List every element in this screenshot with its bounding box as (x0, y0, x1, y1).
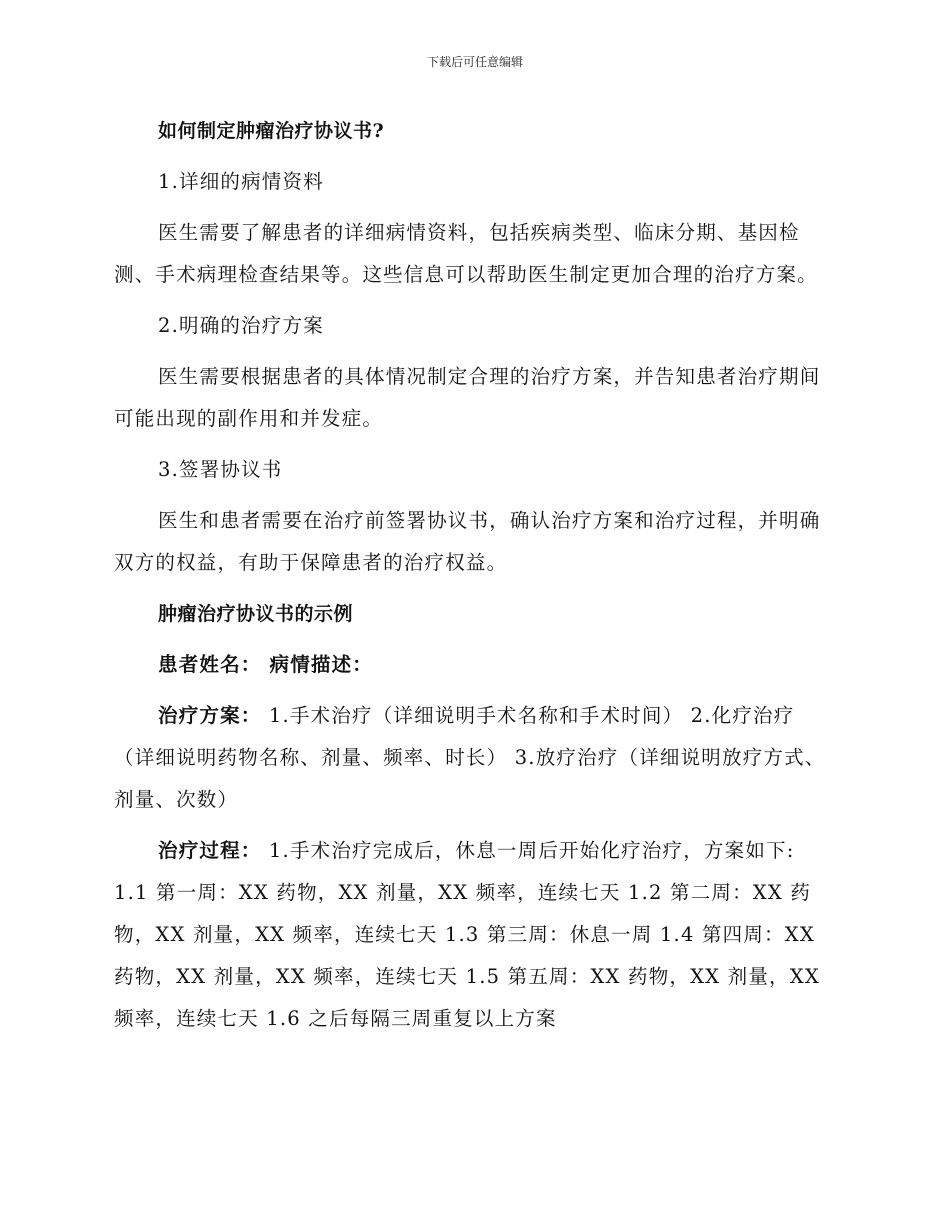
treatment-plan-label: 治疗方案： (158, 704, 262, 727)
treatment-process-body: 1.手术治疗完成后，休息一周后开始化疗治疗，方案如下: 1.1 第一周：XX 药物，XX 剂量，XX 频率，连续七天 1.2 第二周：XX 药物，XX 剂量，XX 频率，连续七天 1.3 第三周：休息一周 1.4 第四周：XX 药物，XX 剂量，XX 频率，连续七天 1.5 第五周：XX 药物，XX 剂量，XX 频率，连续七天 1.6 之后每隔三周重复以上方案 (114, 839, 820, 1030)
section-1-heading: 1.详细的病情资料 (158, 170, 324, 193)
document-body (114, 110, 832, 1049)
treatment-plan-body: 1.手术治疗（详细说明手术名称和手术时间） 2.化疗治疗（详细说明药物名称、剂量、频率、时长） 3.放疗治疗（详细说明放疗方式、剂量、次数） (114, 704, 826, 811)
treatment-process (114, 830, 832, 1040)
page-header: 下载后可任意编辑 (426, 55, 523, 69)
section-3-body: 医生和患者需要在治疗前签署协议书，确认治疗方案和治疗过程，并明确双方的权益，有助于保障患者的治疗权益。 (114, 509, 821, 574)
section-1-body: 医生需要了解患者的详细病情资料，包括疾病类型、临床分期、基因检测、手术病理检查结果等。这些信息可以帮助医生制定更加合理的治疗方案。 (114, 221, 818, 286)
treatment-plan (114, 695, 832, 821)
example-heading: 肿瘤治疗协议书的示例 (158, 603, 354, 625)
document-title: 如何制定肿瘤治疗协议书? (158, 120, 385, 142)
section-2-heading: 2.明确的治疗方案 (158, 314, 324, 337)
treatment-process-label: 治疗过程： (158, 839, 262, 862)
section-2-body: 医生需要根据患者的具体情况制定合理的治疗方案，并告知患者治疗期间可能出现的副作用和并发症。 (114, 365, 821, 430)
section-3-heading: 3.签署协议书 (158, 458, 283, 481)
patient-info-line: 患者姓名： 病情描述： (158, 653, 373, 676)
